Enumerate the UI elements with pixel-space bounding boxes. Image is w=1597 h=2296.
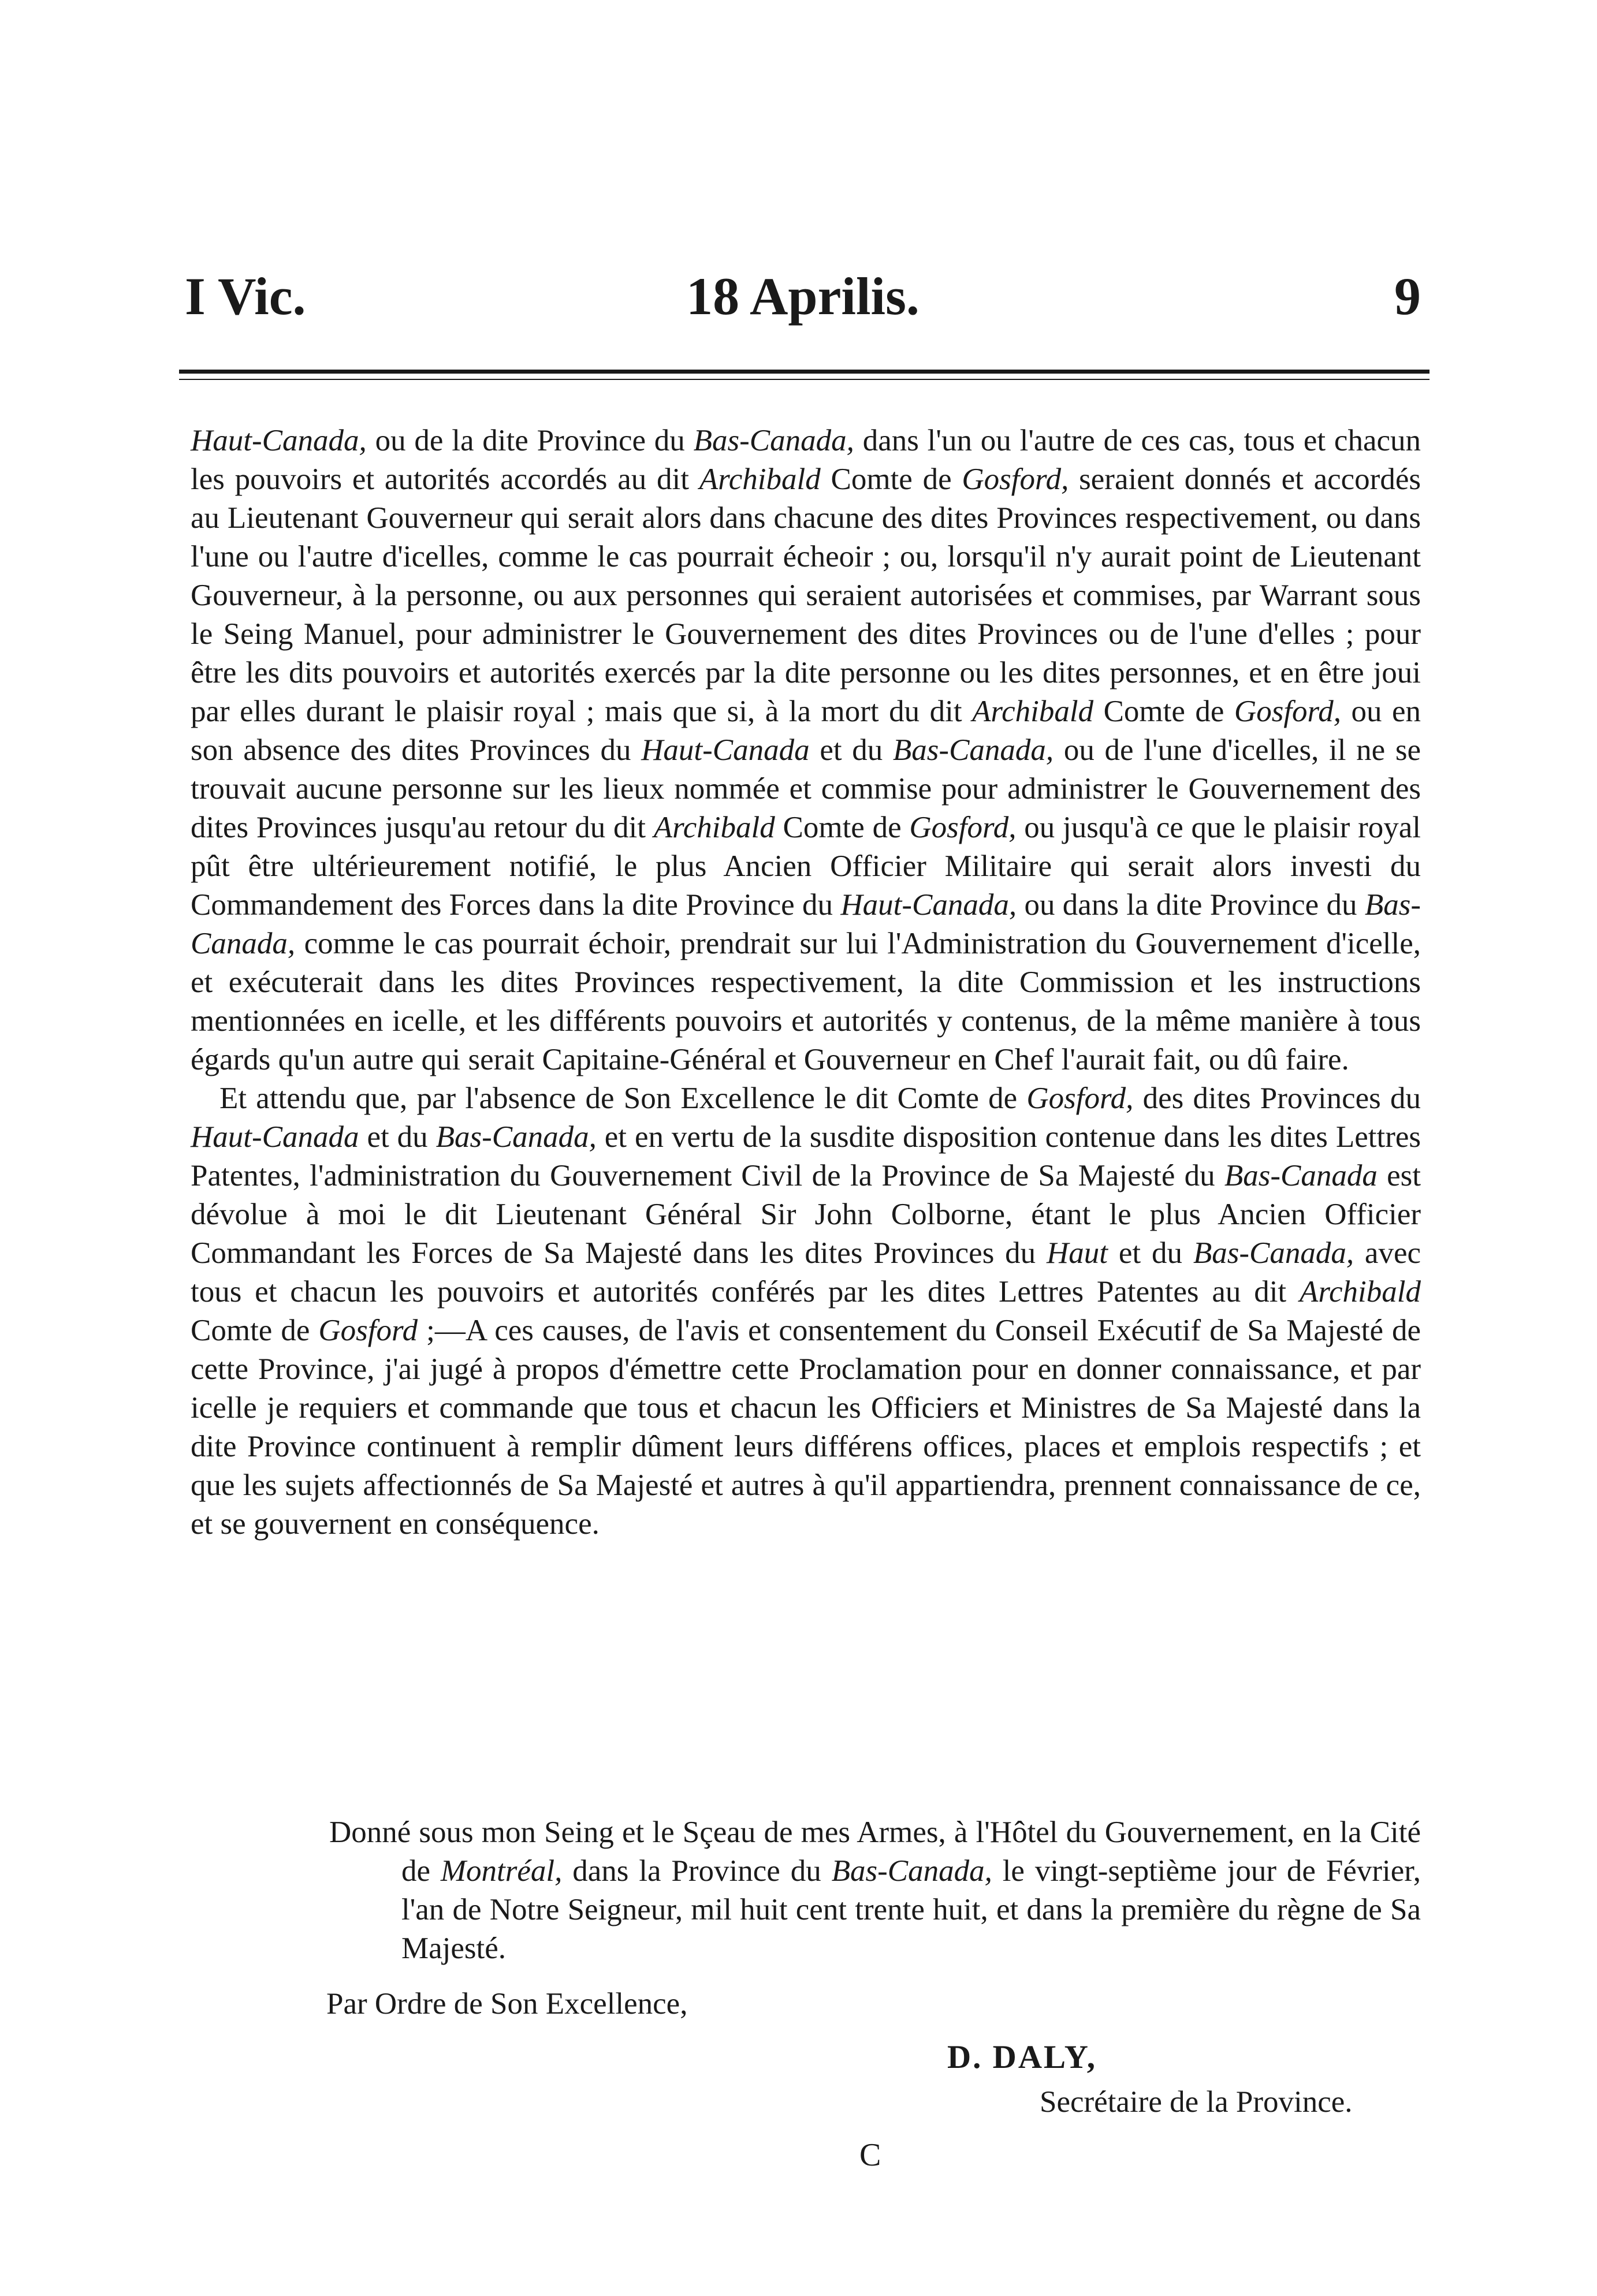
- text-run: seraient donnés et accordés au Lieutenant Gouverneur qui serait alors dans chacune des dites Provinces respectivement, ou dans l'une ou l'autre d'icelles, comme le cas pourrait écheoir ; ou, lorsqu'il n'y aurait point de Lieutenant Gouverneur, à la personne, ou aux personnes qui seraient autorisées et commises, par Warrant sous le Seing Manuel, pour administrer le Gouvernement des dites Provinces ou de l'une d'elles ; pour être les dits pouvoirs et autorités exercés par la dite personne ou les dites personnes, et en être joui par elles durant le plaisir royal ; mais que si, à la mort du dit: [191, 463, 1421, 728]
- text-run: Donné sous mon Seing et le Sçeau de mes Armes, à l'Hôtel du Gouvernement, en la Cité de: [329, 1816, 1421, 1888]
- text-run: ou en son absence des dites Provinces du: [191, 695, 1421, 767]
- by-order-line: Par Ordre de Son Excellence,: [326, 1987, 688, 2021]
- text-run: Bas-Canada: [1224, 1159, 1378, 1192]
- text-run: Haut-Canada,: [840, 888, 1017, 922]
- text-run: Archibald: [653, 811, 775, 844]
- text-run: dans la Province du: [562, 1854, 832, 1888]
- text-run: et en vertu de la susdite disposition contenue dans les dites Lettres Patentes, l'administration du Gouvernement Civil de la Province de Sa Majesté du: [191, 1120, 1421, 1192]
- text-run: Bas-Canada,: [191, 888, 1421, 960]
- text-run: Comte de: [191, 1314, 319, 1347]
- paragraph-1: [191, 422, 1421, 1079]
- text-run: Bas-Canada,: [892, 733, 1054, 767]
- text-run: et du: [359, 1120, 436, 1154]
- text-run: Comte de: [775, 811, 910, 844]
- text-run: ou dans la dite Province du: [1017, 888, 1365, 922]
- text-run: est dévolue à moi le dit Lieutenant Général Sir John Colborne, étant le plus Ancien Officier Commandant les Forces de Sa Majesté dans les dites Provinces du: [191, 1159, 1421, 1270]
- text-run: ou jusqu'à ce que le plaisir royal pût être ultérieurement notifié, le plus Ancien Officier Militaire qui serait alors investi du Commandement des Forces dans la dite Province du: [191, 811, 1421, 922]
- header-regnal-year: I Vic.: [185, 267, 306, 326]
- text-run: Gosford,: [909, 811, 1017, 844]
- given-under-seal: [329, 1813, 1421, 1968]
- text-run: comme le cas pourrait échoir, prendrait sur lui l'Administration du Gouvernement d'icelle, et exécuterait dans les dites Provinces respectivement, la dite Commission et les instructions mentionnées en icelle, et les différents pouvoirs et autorités y contenus, de la même manière à tous égards qu'un autre qui serait Capitaine-Général et Gouverneur en Chef l'aurait fait, ou dû faire.: [191, 927, 1421, 1076]
- text-run: et du: [809, 733, 893, 767]
- text-run: avec tous et chacun les pouvoirs et autorités conférés par les dites Lettres Patentes au dit: [191, 1236, 1421, 1309]
- proclamation-body: [191, 422, 1421, 1544]
- signature-mark: C: [859, 2137, 881, 2173]
- text-run: Haut-Canada: [641, 733, 810, 767]
- running-header: [185, 266, 1421, 335]
- text-run: ou de la dite Province du: [366, 424, 694, 457]
- text-run: Archibald: [1299, 1275, 1421, 1309]
- text-run: Archibald: [699, 463, 821, 496]
- text-run: ;—A ces causes, de l'avis et consentement du Conseil Exécutif de Sa Majesté de cette Province, j'ai jugé à propos d'émettre cette Proclamation pour en donner connaissance, et par icelle je requiers et commande que tous et chacun les Officiers et Ministres de Sa Majesté dans la dite Province continuent à remplir dûment leurs différens offices, places et emplois respectifs ; et que les sujets affectionnés de Sa Majesté et autres à qu'il appartiendra, prennent connaissance de ce, et se gouvernent en conséquence.: [191, 1314, 1421, 1541]
- text-run: Gosford: [318, 1314, 418, 1347]
- header-date: 18 Aprilis.: [686, 267, 920, 326]
- text-run: des dites Provinces du: [1133, 1082, 1421, 1115]
- text-run: Comte de: [1093, 695, 1234, 728]
- text-run: et du: [1108, 1236, 1193, 1270]
- text-run: Et attendu que, par l'absence de Son Excellence le dit Comte de: [219, 1082, 1027, 1115]
- text-run: Gosford,: [1026, 1082, 1134, 1115]
- text-run: Haut-Canada,: [191, 424, 367, 457]
- text-run: Bas-Canada,: [1193, 1236, 1354, 1270]
- text-run: Bas-Canada,: [435, 1120, 597, 1154]
- text-run: Bas-Canada,: [831, 1854, 992, 1888]
- text-run: Haut-Canada: [191, 1120, 359, 1154]
- signer-name: D. DALY,: [947, 2039, 1097, 2075]
- header-rule-thick: [179, 370, 1430, 374]
- text-run: Montréal,: [440, 1854, 563, 1888]
- text-run: dans l'un ou l'autre de ces cas, tous et chacun les pouvoirs et autorités accordés au dit: [191, 424, 1421, 496]
- paragraph-2: [191, 1079, 1421, 1544]
- text-run: Bas-Canada,: [693, 424, 854, 457]
- text-run: le vingt-septième jour de Février, l'an de Notre Seigneur, mil huit cent trente huit, et dans la première du règne de Sa Majesté.: [401, 1854, 1421, 1965]
- text-run: ou de l'une d'icelles, il ne se trouvait aucune personne sur les lieux nommée et commise pour administrer le Gouvernement des dites Provinces jusqu'au retour du dit: [191, 733, 1421, 844]
- given-paragraph: [329, 1813, 1421, 1968]
- text-run: Gosford,: [1234, 695, 1341, 728]
- signer-title: Secrétaire de la Province.: [1040, 2085, 1353, 2119]
- text-run: Haut: [1047, 1236, 1108, 1270]
- header-page-number: 9: [1394, 267, 1421, 326]
- header-rule-thin: [179, 379, 1430, 380]
- text-run: Gosford,: [962, 463, 1069, 496]
- text-run: Archibald: [972, 695, 1094, 728]
- text-run: Comte de: [820, 463, 962, 496]
